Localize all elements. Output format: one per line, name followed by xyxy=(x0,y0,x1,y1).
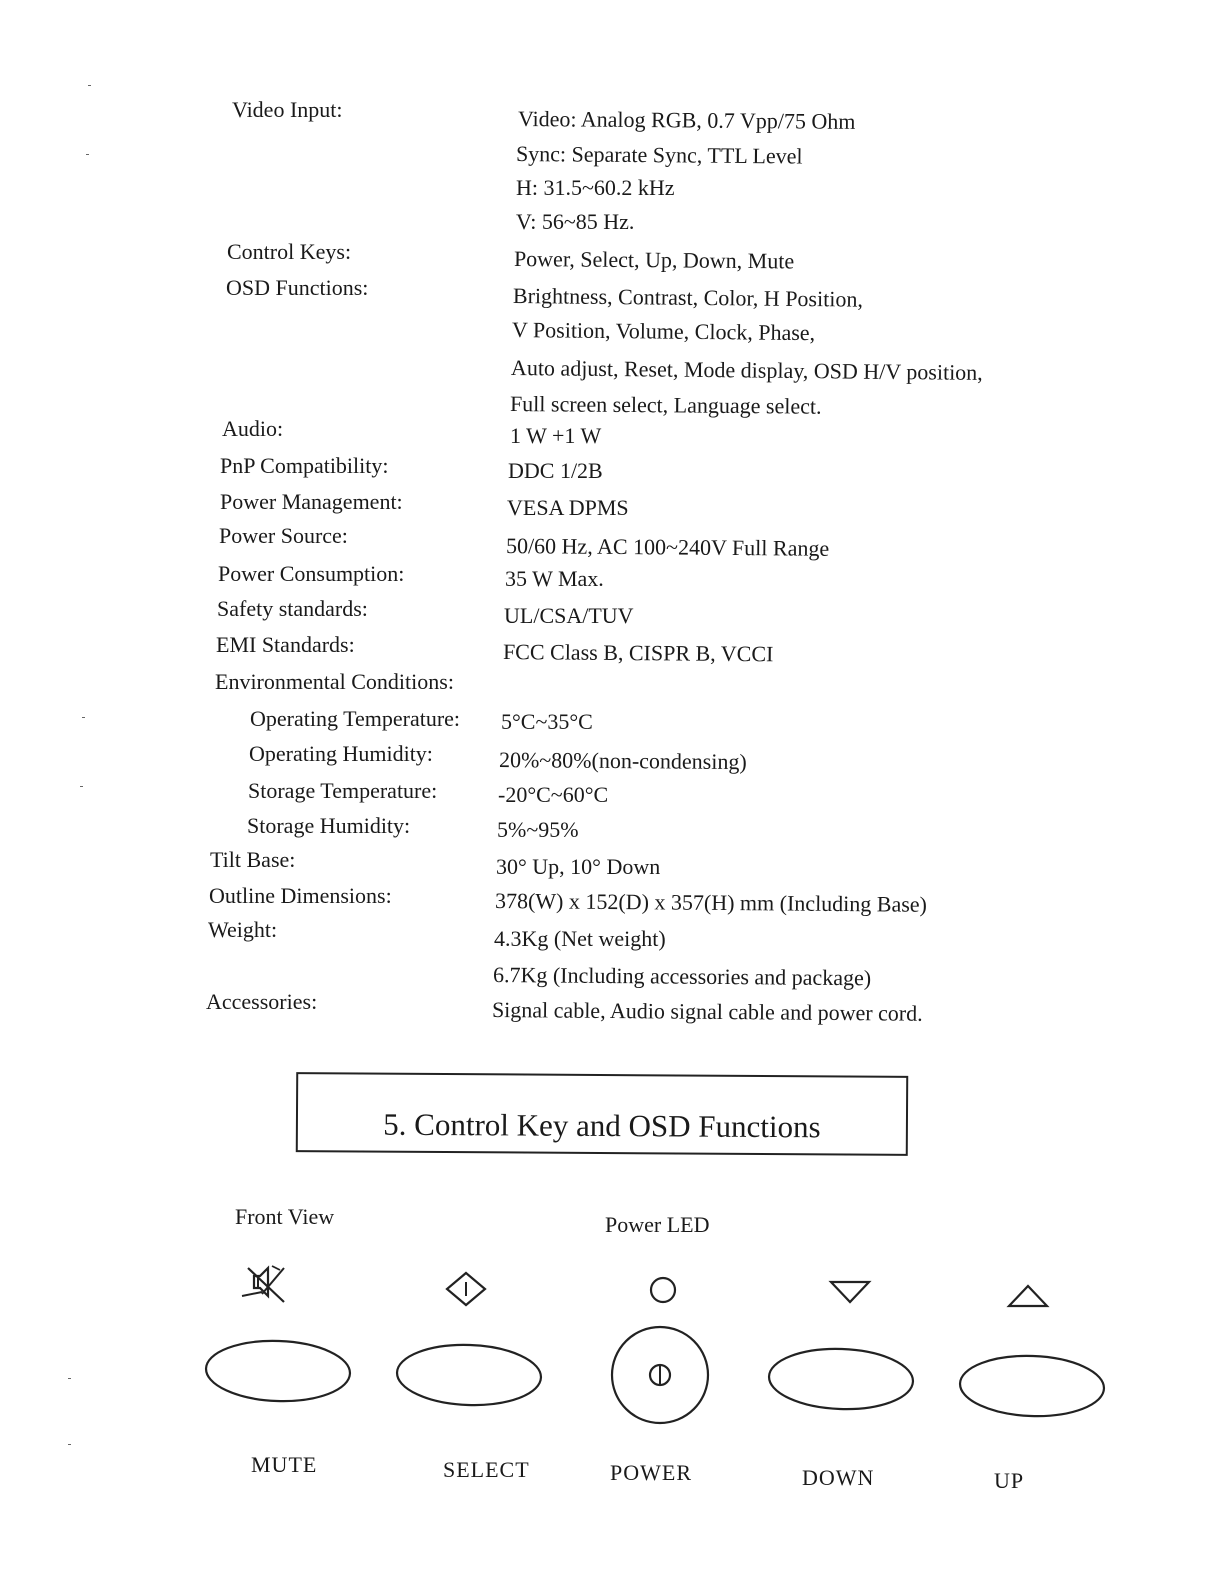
front-view-caption: Front View xyxy=(235,1204,335,1229)
spec-value: 35 W Max. xyxy=(505,566,604,591)
mute-label: MUTE xyxy=(251,1452,318,1477)
spec-value: Sync: Separate Sync, TTL Level xyxy=(515,141,803,169)
up-button[interactable] xyxy=(956,1351,1108,1421)
section-title: 5. Control Key and OSD Functions xyxy=(383,1106,821,1145)
spec-label: Operating Temperature: xyxy=(250,706,461,731)
spec-label: Power Management: xyxy=(220,489,403,514)
spec-label: Video Input: xyxy=(232,97,343,122)
down-label: DOWN xyxy=(802,1465,875,1490)
spec-value: DDC 1/2B xyxy=(508,458,603,483)
scan-speck xyxy=(68,1378,71,1379)
power-button[interactable] xyxy=(607,1324,713,1426)
spec-value: Auto adjust, Reset, Mode display, OSD H/V position, xyxy=(510,355,983,385)
spec-value: 378(W) x 152(D) x 357(H) mm (Including Base) xyxy=(494,888,928,917)
spec-value: V Position, Volume, Clock, Phase, xyxy=(511,317,816,346)
spec-value: Brightness, Contrast, Color, H Position, xyxy=(512,283,864,312)
select-label: SELECT xyxy=(443,1457,530,1482)
spec-label: Storage Humidity: xyxy=(247,813,411,838)
power-led-circle-icon xyxy=(647,1274,679,1306)
spec-label: OSD Functions: xyxy=(226,275,369,300)
scan-speck xyxy=(68,1444,71,1445)
spec-value: VESA DPMS xyxy=(507,495,629,520)
mute-speaker-icon xyxy=(238,1262,294,1306)
spec-label: Operating Humidity: xyxy=(249,741,433,766)
mute-button[interactable] xyxy=(202,1336,354,1406)
power-label: POWER xyxy=(610,1460,692,1485)
diamond-select-icon xyxy=(444,1270,488,1308)
scan-speck xyxy=(86,154,89,155)
spec-value: -20°C~60°C xyxy=(498,782,609,807)
spec-value: Full screen select, Language select. xyxy=(509,391,822,419)
spec-label: EMI Standards: xyxy=(216,632,355,657)
spec-value: Power, Select, Up, Down, Mute xyxy=(513,246,795,274)
spec-value: FCC Class B, CISPR B, VCCI xyxy=(502,639,774,667)
spec-label: Tilt Base: xyxy=(210,847,296,872)
spec-label: Safety standards: xyxy=(217,596,368,621)
spec-label: Weight: xyxy=(208,917,278,942)
spec-label: Storage Temperature: xyxy=(248,778,438,803)
power-led-caption: Power LED xyxy=(605,1212,710,1237)
spec-label: Power Source: xyxy=(219,523,348,548)
up-label: UP xyxy=(994,1468,1025,1493)
spec-value: 1 W +1 W xyxy=(510,423,602,448)
spec-label: Control Keys: xyxy=(227,239,352,264)
scan-speck xyxy=(80,786,83,787)
spec-value: 20%~80%(non-condensing) xyxy=(498,747,747,775)
spec-value: H: 31.5~60.2 kHz xyxy=(516,175,675,200)
spec-label: Accessories: xyxy=(206,989,318,1014)
select-button[interactable] xyxy=(392,1340,546,1410)
spec-value: UL/CSA/TUV xyxy=(504,603,634,628)
spec-label: PnP Compatibility: xyxy=(220,453,389,478)
spec-label: Power Consumption: xyxy=(218,561,405,586)
section-heading-box xyxy=(296,1072,908,1156)
down-triangle-icon xyxy=(828,1278,872,1306)
spec-label: Audio: xyxy=(222,416,284,441)
up-triangle-icon xyxy=(1006,1282,1050,1310)
spec-value: 5%~95% xyxy=(497,817,579,842)
scan-speck xyxy=(82,717,85,718)
spec-value: Video: Analog RGB, 0.7 Vpp/75 Ohm xyxy=(517,106,856,134)
spec-value: 5°C~35°C xyxy=(501,709,593,734)
spec-value: 6.7Kg (Including accessories and package) xyxy=(492,962,872,991)
spec-value: 30° Up, 10° Down xyxy=(496,854,661,879)
scan-speck xyxy=(88,85,91,86)
down-button[interactable] xyxy=(764,1344,918,1414)
spec-value: 4.3Kg (Net weight) xyxy=(494,926,666,951)
spec-label: Outline Dimensions: xyxy=(209,883,392,908)
spec-value: 50/60 Hz, AC 100~240V Full Range xyxy=(505,533,830,561)
spec-value: V: 56~85 Hz. xyxy=(516,209,635,234)
spec-value: Signal cable, Audio signal cable and power cord. xyxy=(491,997,923,1026)
spec-label: Environmental Conditions: xyxy=(215,669,454,694)
